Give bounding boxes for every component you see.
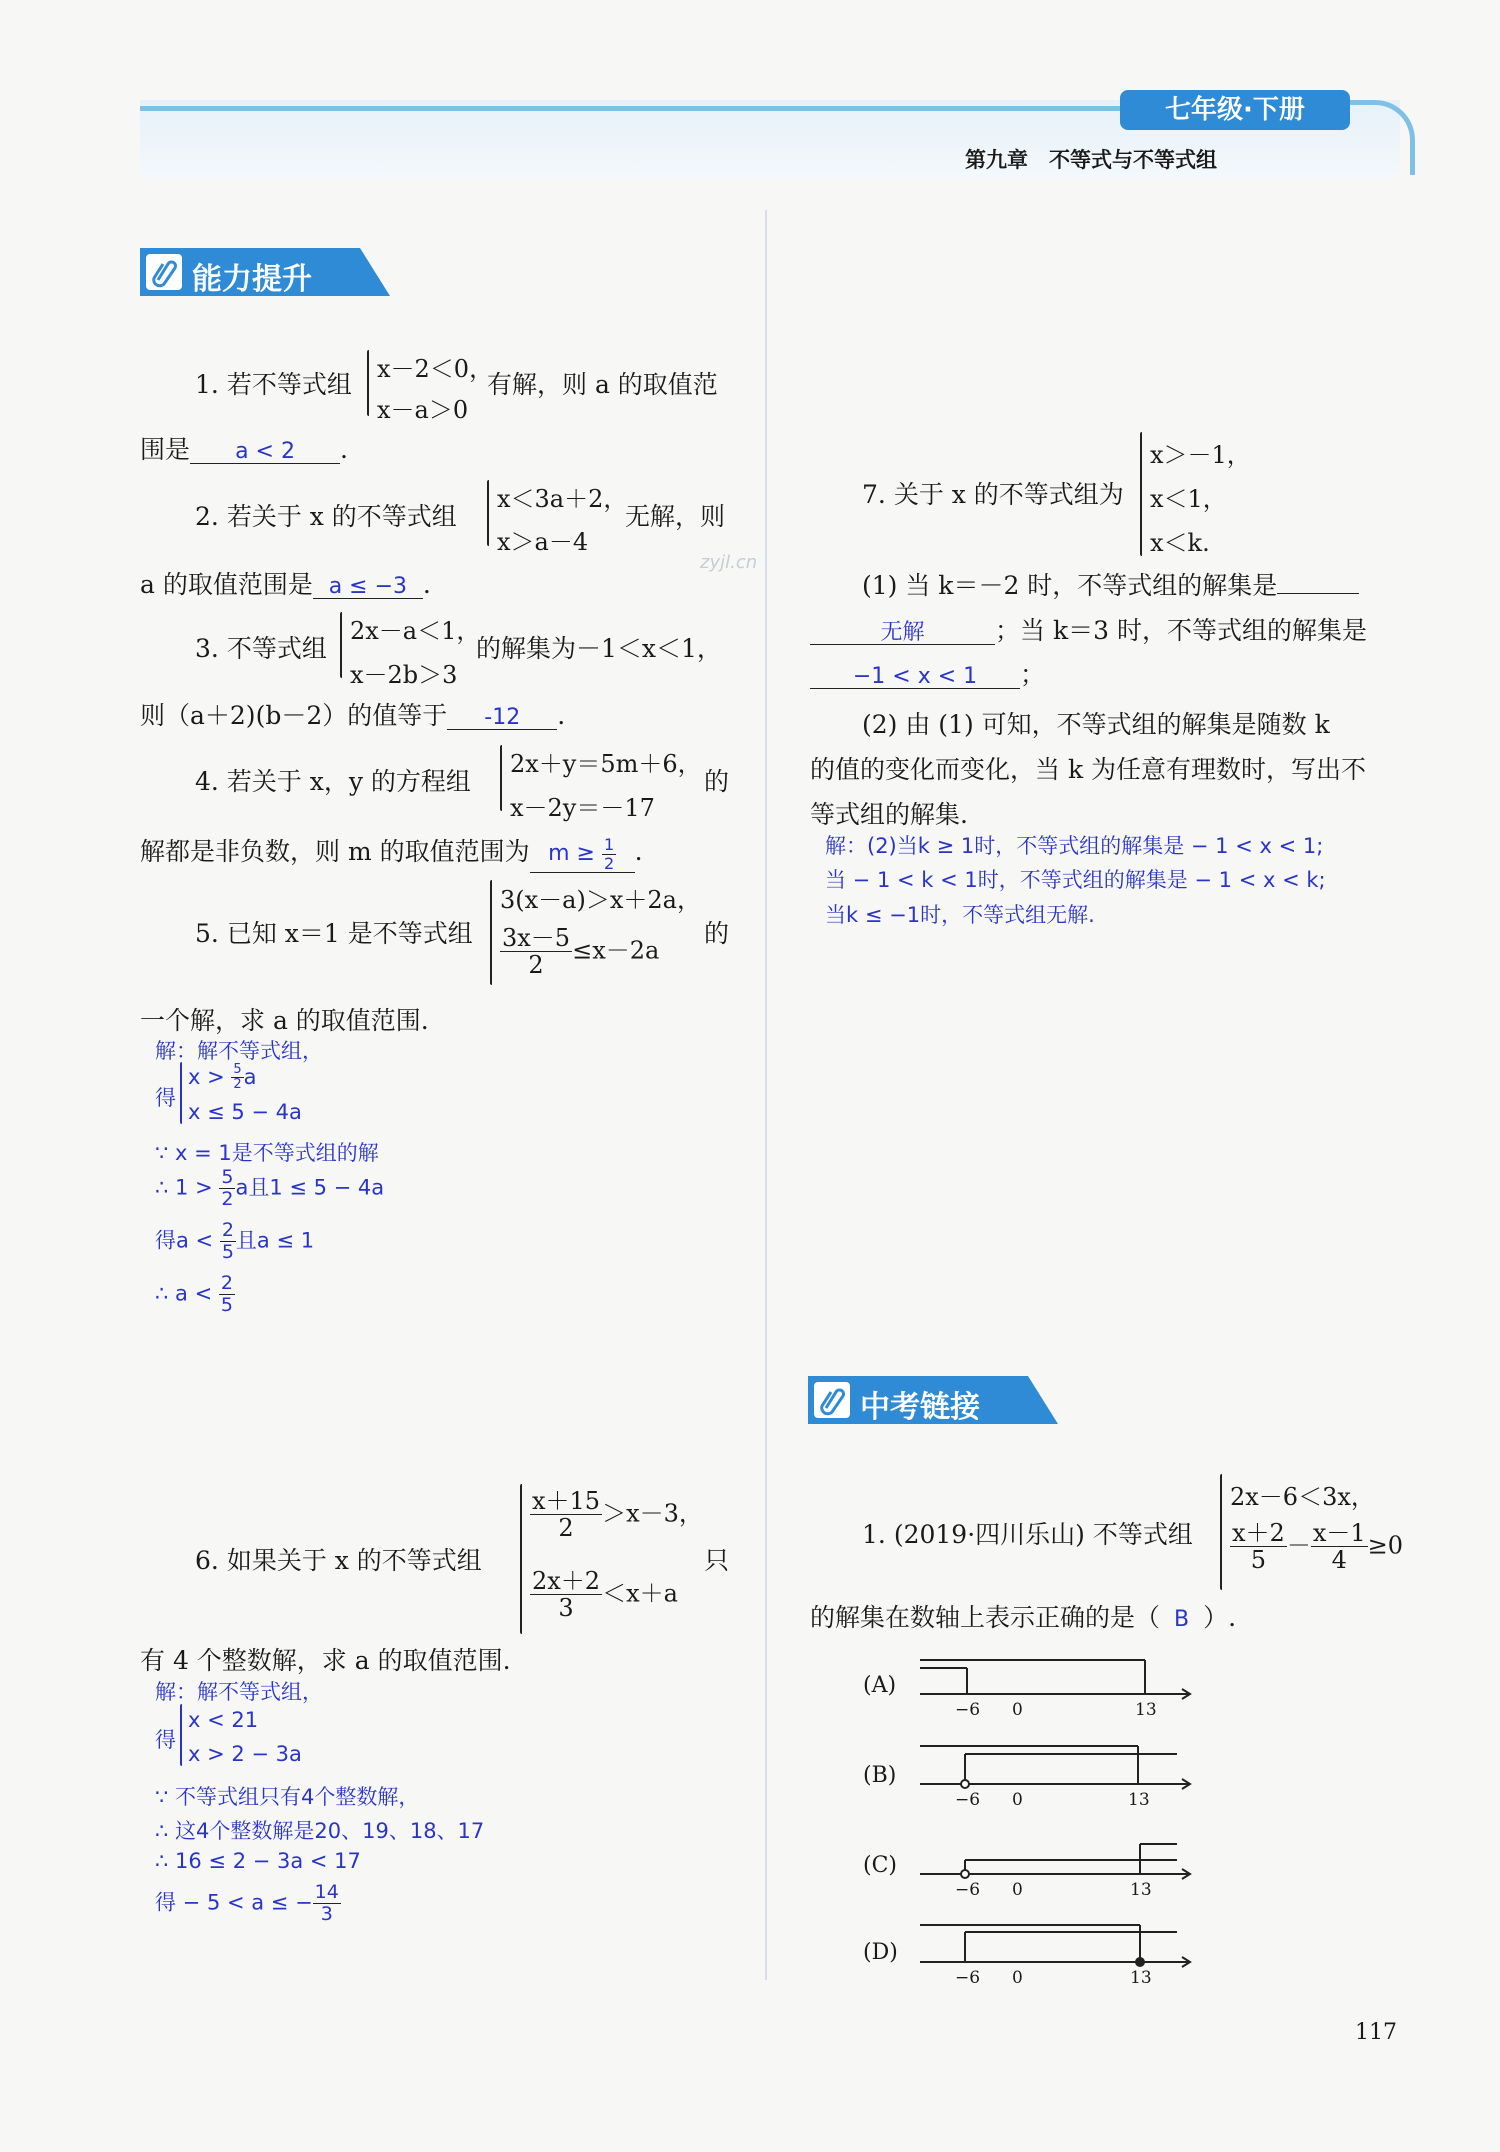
q6-line2: 有 4 个整数解，求 a 的取值范围. [140, 1646, 511, 1675]
q3-line2: 则（a＋2)(b－2）的值等于 -12 . [140, 701, 566, 730]
option-a-label[interactable]: (A) [863, 1673, 897, 1698]
q6-sol-integers: ∴ 这4个整数解是20、19、18、17 [155, 1819, 485, 1843]
q1-line2: 围是 a < 2 . [140, 435, 348, 464]
q6-ineq1: $\frac{x+15}{2}$ ＞x－3， [532, 1487, 703, 1543]
q6-sol-because: ∵ 不等式组只有4个整数解， [155, 1785, 420, 1809]
section-title: 能力提升 [192, 262, 312, 297]
q6-sol-line2: x > 2 − 3a [188, 1742, 302, 1766]
q1-line1: 1. 若不等式组 [195, 370, 352, 399]
q6-sol-get: 得 [155, 1728, 176, 1752]
header-line [140, 106, 1120, 111]
tick-d-13: 13 [1130, 1968, 1152, 1988]
q3-ineq1: 2x－a＜1， [350, 617, 481, 645]
q3-ineq2: x－2b＞3 [350, 661, 458, 689]
q5-sol-get2: 得a < $\frac{2}{5}$ 且a ≤ 1 [155, 1219, 315, 1263]
q6-sol-brace [180, 1704, 182, 1766]
q6-sol-line1: x < 21 [188, 1708, 259, 1732]
option-c-label[interactable]: (C) [863, 1853, 897, 1878]
tick-d-neg6: −6 [955, 1968, 981, 1988]
q7-part2-line2: 的值的变化而变化，当 k 为任意有理数时，写出不 [810, 755, 1367, 784]
q6-ineq2: $\frac{2x+2}{3}$ ＜x＋a [532, 1567, 678, 1623]
q6-sol-intro: 解：解不等式组， [155, 1680, 323, 1704]
q7-answer2: −1 < x < 1 [810, 666, 1020, 689]
q7-ineq3: x＜k. [1150, 529, 1210, 557]
q3-answer: -12 [447, 707, 557, 730]
q1-ineq2: x－a＞0 [377, 396, 469, 424]
z1-ineq2: $\frac{x+2}{5}$ － $\frac{x-1}{4}$ ≥0 [1232, 1519, 1404, 1575]
q7-line1: 7. 关于 x 的不等式组为 [862, 480, 1124, 509]
tick-a-0: 0 [1012, 1700, 1023, 1720]
q7-part2-line1: (2) 由 (1) 可知，不等式组的解集是随数 k [862, 710, 1330, 739]
q2-ineq2: x＞a－4 [497, 528, 589, 556]
z1-line2: 的解集在数轴上表示正确的是（ B ）. [810, 1603, 1237, 1632]
q2-line2: a 的取值范围是 a ≤ −3 . [140, 570, 431, 599]
q4-line2: 解都是非负数，则 m 的取值范围为 m ≥ $\frac{1}{2}$ . [140, 835, 643, 873]
number-line-options [855, 1650, 1195, 1990]
q5-sol-final: ∴ a < $\frac{2}{5}$ [155, 1272, 233, 1316]
q7-answer1: 无解 [810, 622, 995, 645]
q5-line1: 5. 已知 x＝1 是不等式组 [195, 919, 473, 948]
option-d-number-line [920, 1925, 1190, 1967]
q5-ineq2: $\frac{3x-5}{2}$ ≤x－2a [502, 924, 660, 980]
z1-brace [1220, 1474, 1222, 1590]
z1-line1: 1. (2019·四川乐山) 不等式组 [862, 1520, 1193, 1549]
q7-part2-line3: 等式组的解集. [810, 800, 968, 829]
q7-part1-line3: −1 < x < 1 ； [810, 662, 1045, 689]
q3-post: 的解集为－1＜x＜1， [476, 634, 722, 663]
q4-ineq2: x－2y＝－17 [510, 794, 655, 822]
paperclip-icon [814, 1382, 850, 1418]
q2-line1: 2. 若关于 x 的不等式组 [195, 502, 457, 531]
paperclip-icon [146, 254, 182, 290]
q3-brace [340, 612, 342, 678]
q7-sol-line1: 解：(2)当k ≥ 1时，不等式组的解集是 − 1 < x < 1; [825, 834, 1324, 858]
q4-answer: m ≥ $\frac{1}{2}$ [530, 836, 635, 873]
q1-answer: a < 2 [190, 441, 340, 464]
q7-ineq1: x＞－1， [1150, 441, 1251, 469]
q6-post: 只 [704, 1546, 730, 1575]
q7-sol-line3: 当k ≤ −1时，不等式组无解. [825, 903, 1095, 927]
q7-ineq2: x＜1， [1150, 485, 1227, 513]
tick-c-neg6: −6 [955, 1880, 981, 1900]
tick-c-0: 0 [1012, 1880, 1023, 1900]
section-ability [140, 248, 390, 296]
q5-sol-brace [180, 1062, 182, 1124]
grade-label: 七年级·下册 [1120, 90, 1350, 130]
option-b-number-line [920, 1746, 1190, 1789]
page-number: 117 [1355, 2020, 1397, 2045]
q5-sol-because: ∵ x = 1是不等式组的解 [155, 1141, 379, 1165]
z1-answer: B [1174, 1607, 1190, 1632]
q7-part1-line1: (1) 当 k＝－2 时，不等式组的解集是 [862, 573, 1359, 598]
q2-ineq1: x＜3a＋2， [497, 485, 628, 513]
option-c-number-line [920, 1844, 1190, 1879]
q6-sol-final: 得 − 5 < a ≤ − $\frac{14}{3}$ [155, 1881, 339, 1925]
q7-part1-line2: 无解 ；当 k＝3 时，不等式组的解集是 [810, 618, 1367, 645]
tick-a-neg6: −6 [955, 1700, 981, 1720]
q4-ineq1: 2x＋y＝5m＋6， [510, 750, 702, 778]
q5-brace [490, 880, 492, 985]
q6-line1: 6. 如果关于 x 的不等式组 [195, 1546, 482, 1575]
option-d-label[interactable]: (D) [863, 1940, 898, 1965]
option-a-number-line [920, 1660, 1190, 1699]
tick-b-neg6: −6 [955, 1790, 981, 1810]
q6-brace [520, 1484, 522, 1634]
q2-answer: a ≤ −3 [313, 576, 423, 599]
tick-b-13: 13 [1128, 1790, 1150, 1810]
watermark: zyjl.cn [700, 552, 758, 573]
q5-sol-line2: x ≤ 5 − 4a [188, 1100, 302, 1124]
option-b-label[interactable]: (B) [863, 1763, 897, 1788]
q5-ineq1: 3(x－a)＞x＋2a， [500, 886, 701, 914]
tick-a-13: 13 [1135, 1700, 1157, 1720]
q5-line2: 一个解，求 a 的取值范围. [140, 1006, 429, 1035]
z1-ineq1: 2x－6＜3x， [1230, 1483, 1375, 1511]
q5-sol-get: 得 [155, 1086, 176, 1110]
q3-line1: 3. 不等式组 [195, 634, 327, 663]
section-exam-link [808, 1376, 1058, 1424]
column-divider [765, 210, 767, 1980]
q7-brace [1140, 432, 1142, 556]
q5-sol-intro: 解：解不等式组， [155, 1039, 323, 1063]
q5-sol-line1: x > $\frac{5}{2}$ a [188, 1062, 257, 1093]
q2-post: 无解，则 [625, 502, 726, 531]
q2-brace [487, 480, 489, 546]
q1-brace [367, 350, 369, 416]
q6-sol-range: ∴ 16 ≤ 2 − 3a < 17 [155, 1849, 361, 1873]
q1-post: 有解，则 a 的取值范 [487, 370, 718, 399]
q5-sol-therefore1: ∴ 1 > $\frac{5}{2}$ a且1 ≤ 5 − 4a [155, 1166, 385, 1210]
q4-brace [500, 745, 502, 811]
tick-d-0: 0 [1012, 1968, 1023, 1988]
q5-post: 的 [704, 919, 730, 948]
q7-sol-line2: 当 − 1 < k < 1时，不等式组的解集是 − 1 < x < k; [825, 868, 1326, 892]
tick-c-13: 13 [1130, 1880, 1152, 1900]
tick-b-0: 0 [1012, 1790, 1023, 1810]
section-title: 中考链接 [860, 1390, 980, 1425]
q4-post: 的 [704, 767, 730, 796]
q4-line1: 4. 若关于 x，y 的方程组 [195, 767, 471, 796]
chapter-title: 第九章 不等式与不等式组 [965, 148, 1217, 172]
q1-ineq1: x－2＜0， [377, 355, 494, 383]
